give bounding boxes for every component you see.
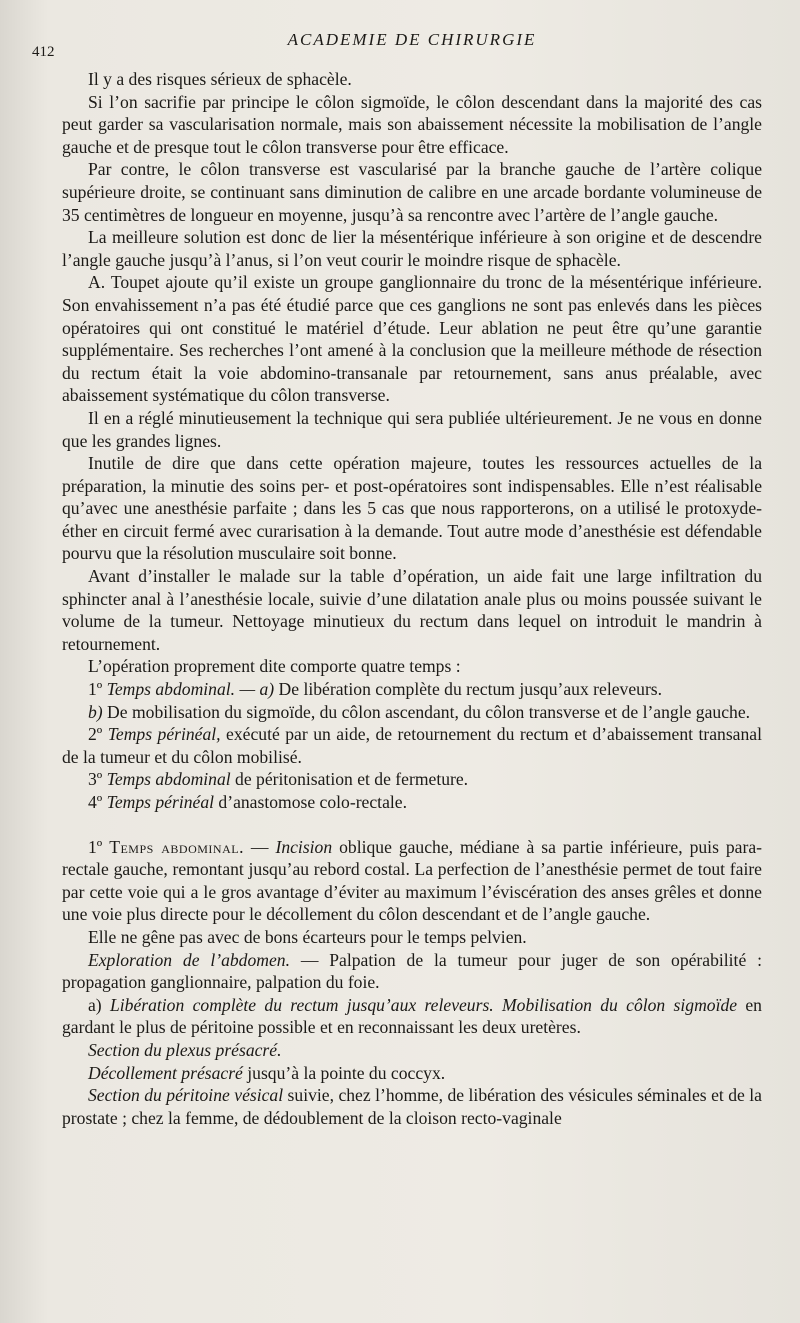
paragraph: [62, 1062, 762, 1085]
paragraph: [62, 994, 762, 1039]
paragraph: [62, 836, 762, 926]
paragraph: [62, 68, 762, 91]
text-run: A. Toupet ajoute qu’il existe un groupe ganglionnaire du tronc de la mésentérique inférieure. Son envahissement n’a pas été étudié parce que ces ganglions ne sont pas enlevés dans les pièces opératoires qui ont constitué le matériel d’étude. Leur ablation ne peut être qu’une garantie supplémentaire. Ses recherches l’ont amené à la conclusion que la meilleure méthode de résection du rectum était la voie abdomino-transanale par retournement, sans anus préalable, avec abaissement systématique du côlon transverse.: [62, 272, 762, 406]
text-run: Exploration de l’abdomen.: [88, 949, 290, 970]
running-title: ACADEMIE DE CHIRURGIE: [287, 30, 537, 49]
text-run: a): [88, 994, 110, 1015]
paragraph: [62, 1039, 762, 1062]
page-header: [32, 28, 762, 68]
text-run: Libération complète du rectum jusqu’aux releveurs. Mobilisation du côlon sigmoïde: [109, 994, 738, 1015]
page-number: 412: [32, 44, 55, 60]
text-run: exécuté par un aide, de retournement du rectum et d’abaissement transanal de la tumeur et du côlon mobilisé.: [62, 724, 762, 767]
text-run: 2º: [88, 724, 108, 745]
body-text: [62, 68, 762, 1129]
text-run: Incision: [275, 836, 333, 857]
paragraph: [62, 1084, 762, 1129]
text-run: Temps abdominal. — a): [106, 679, 275, 700]
text-run: Il en a réglé minutieusement la technique qui sera publiée ultérieurement. Je ne vous en donne que les grandes lignes.: [62, 407, 762, 451]
paragraph: [62, 791, 762, 814]
text-run: suivie, chez l’homme, de libération des vésicules séminales et de la prostate ; chez la femme, de dédoublement de la cloison recto-vaginale: [62, 1085, 762, 1128]
text-run: Elle ne gêne pas avec de bons écarteurs pour le temps pelvien.: [88, 926, 527, 947]
paragraph: [62, 226, 762, 271]
text-run: Décollement présacré: [88, 1062, 243, 1083]
text-run: Il y a des risques sérieux de sphacèle.: [88, 69, 352, 89]
text-run: —: [243, 836, 276, 857]
text-run: De libération complète du rectum jusqu’aux releveurs.: [274, 679, 663, 700]
paragraph: [62, 655, 762, 678]
text-run: De mobilisation du sigmoïde, du côlon ascendant, du côlon transverse et de l’angle gauche.: [102, 701, 751, 722]
text-run: L’opération proprement dite comporte quatre temps :: [88, 656, 461, 677]
text-run: Temps périnéal,: [107, 724, 221, 745]
paragraph: [62, 91, 762, 159]
text-run: Inutile de dire que dans cette opération majeure, toutes les ressources actuelles de la préparation, la minutie des soins per- et post-opératoires sont indispensables. Elle n’est réalisable qu’avec une anesthésie parfaite ; dans les 5 cas que nous rapporterons, on a utilisé le protoxyde-éther en circuit fermé avec curarisation à la demande. Tout autre mode d’anesthésie est défendable pourvu que la résolution musculaire soit bonne.: [62, 453, 762, 564]
text-run: 3º: [88, 769, 107, 790]
paragraph: [62, 723, 762, 768]
paragraph: [62, 949, 762, 994]
text-run: — Palpation de la tumeur pour juger de son opérabilité : propagation ganglionnaire, palpation du foie.: [62, 949, 762, 993]
paragraph: [62, 158, 762, 226]
text-run: Avant d’installer le malade sur la table d’opération, un aide fait une large infiltration du sphincter anal à l’anesthésie locale, suivie d’une dilatation anale plus ou moins poussée suivant le volume de la tumeur. Nettoyage minutieux du rectum dans lequel on introduit le mandrin à retournement.: [62, 566, 762, 654]
text-run: en gardant le plus de péritoine possible et en reconnaissant les deux uretères.: [62, 994, 762, 1038]
text-run: b): [88, 701, 103, 722]
paragraph: [62, 565, 762, 655]
paragraph: [62, 768, 762, 791]
text-run: 1º: [88, 679, 107, 700]
text-run: Temps périnéal: [106, 792, 215, 812]
text-run: Si l’on sacrifie par principe le côlon sigmoïde, le côlon descendant dans la majorité des cas peut garder sa vascularisation normale, mais son abaissement nécessite la mobilisation de l’angle gauche et de presque tout le côlon transverse pour être efficace.: [62, 91, 762, 157]
text-run: de péritonisation et de fermeture.: [230, 769, 469, 790]
text-run: Temps abdominal: [106, 769, 231, 790]
text-run: Temps abdominal.: [109, 836, 244, 857]
paragraph: [62, 407, 762, 452]
paragraph: [62, 678, 762, 701]
text-run: Par contre, le côlon transverse est vascularisé par la branche gauche de l’artère colique supérieure droite, se continuant sans diminution de calibre en une arcade bordante volumineuse de 35 centimètres de longueur en moyenne, jusqu’à sa rencontre avec l’artère de l’angle gauche.: [62, 159, 762, 225]
text-run: 4º: [88, 792, 107, 812]
text-run: oblique gauche, médiane à sa partie inférieure, puis para-rectale gauche, remontant jusqu’au rebord costal. La perfection de l’anesthésie permet de tout faire par cette voie qui a le gros avantage d’éviter au maximum l’éviscération des anses grêles et donne une voie plus directe pour le décollement du côlon descendant et de l’angle gauche.: [62, 836, 762, 925]
text-run: d’anastomose colo-rectale.: [214, 792, 407, 812]
paragraph: [62, 701, 762, 724]
text-run: Section du péritoine vésical: [88, 1085, 284, 1106]
paragraph: [62, 926, 762, 949]
text-run: La meilleure solution est donc de lier la mésentérique inférieure à son origine et de descendre l’angle gauche jusqu’à l’anus, si l’on veut courir le moindre risque de sphacèle.: [62, 227, 762, 270]
paragraph: [62, 271, 762, 407]
text-run: Section du plexus présacré.: [88, 1039, 282, 1060]
text-run: jusqu’à la pointe du coccyx.: [242, 1062, 446, 1083]
text-run: 1º: [88, 836, 110, 857]
paragraph: [62, 452, 762, 565]
